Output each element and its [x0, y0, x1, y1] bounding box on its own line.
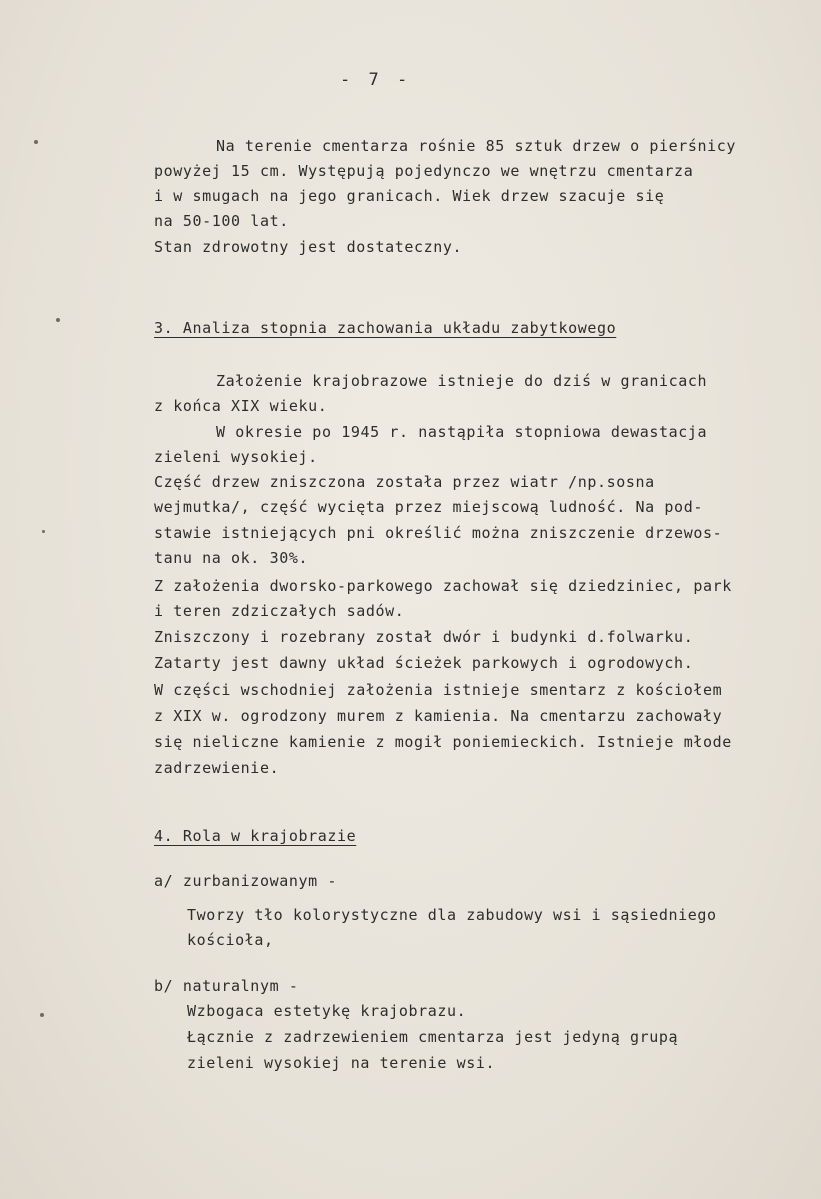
section-3-line: Zatarty jest dawny układ ścieżek parkowych i ogrodowych. — [154, 654, 694, 672]
intro-line: powyżej 15 cm. Występują pojedynczo we wnętrzu cmentarza — [154, 162, 694, 180]
section-3-line: z XIX w. ogrodzony murem z kamienia. Na cmentarzu zachowały — [154, 707, 723, 725]
margin-mark — [40, 1013, 44, 1017]
section-3-line: W części wschodniej założenia istnieje smentarz z kościołem — [154, 681, 723, 699]
section-3-line: i teren zdziczałych sadów. — [154, 602, 405, 620]
section-3-line: z końca XIX wieku. — [154, 397, 328, 415]
page-number: - 7 - — [340, 70, 412, 90]
item-a-label: a/ zurbanizowanym - — [154, 872, 337, 890]
intro-line: na 50-100 lat. — [154, 212, 289, 230]
intro-line: Stan zdrowotny jest dostateczny. — [154, 238, 463, 256]
margin-mark — [34, 140, 38, 144]
section-3-line: zieleni wysokiej. — [154, 448, 318, 466]
item-b-line: zieleni wysokiej na terenie wsi. — [187, 1054, 496, 1072]
margin-mark — [42, 530, 45, 533]
section-4-heading: 4. Rola w krajobrazie — [154, 827, 357, 845]
intro-line: i w smugach na jego granicach. Wiek drzew szacuje się — [154, 187, 665, 205]
section-3-line: Zniszczony i rozebrany został dwór i budynki d.folwarku. — [154, 628, 694, 646]
margin-mark — [56, 318, 60, 322]
section-3-line: Część drzew zniszczona została przez wiatr /np.sosna — [154, 473, 655, 491]
item-a-line: kościoła, — [187, 931, 274, 949]
section-3-line: Z założenia dworsko-parkowego zachował się dziedziniec, park — [154, 577, 732, 595]
item-b-line: Łącznie z zadrzewieniem cmentarza jest jedyną grupą — [187, 1028, 679, 1046]
section-3-heading: 3. Analiza stopnia zachowania układu zabytkowego — [154, 319, 617, 337]
item-a-line: Tworzy tło kolorystyczne dla zabudowy wsi i sąsiedniego — [187, 906, 717, 924]
section-3-line: W okresie po 1945 r. nastąpiła stopniowa dewastacja — [216, 423, 708, 441]
item-b-label: b/ naturalnym - — [154, 977, 299, 995]
intro-line: Na terenie cmentarza rośnie 85 sztuk drzew o pierśnicy — [216, 137, 737, 155]
section-3-line: stawie istniejących pni określić można zniszczenie drzewos- — [154, 524, 723, 542]
section-3-line: się nieliczne kamienie z mogił poniemieckich. Istnieje młode — [154, 733, 732, 751]
section-3-line: tanu na ok. 30%. — [154, 549, 309, 567]
item-b-line: Wzbogaca estetykę krajobrazu. — [187, 1002, 467, 1020]
section-3-line: wejmutka/, część wycięta przez miejscową ludność. Na pod- — [154, 498, 703, 516]
section-3-line: zadrzewienie. — [154, 759, 280, 777]
section-3-line: Założenie krajobrazowe istnieje do dziś w granicach — [216, 372, 708, 390]
